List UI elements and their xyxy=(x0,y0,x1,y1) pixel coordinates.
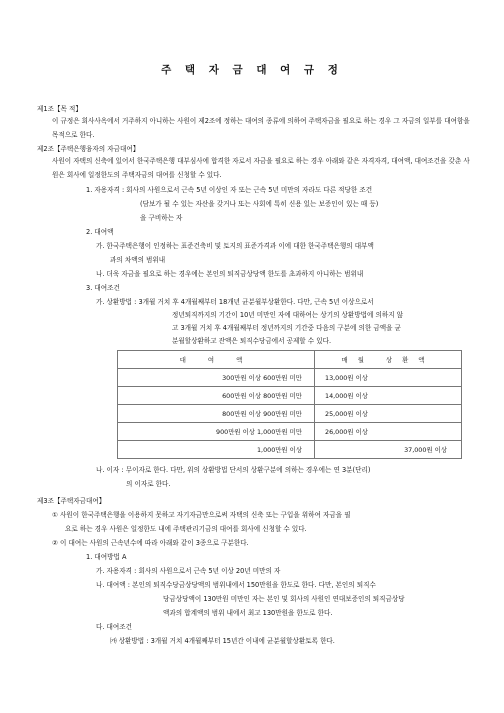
article-3-method-a-na-line-3: 액과의 합계액의 범위 내에서 최고 130만원을 한도로 한다. xyxy=(163,609,333,617)
article-2-item-3-na-line-2: 의 이자로 한다. xyxy=(126,480,171,488)
article-3-method-a-da-1: ㈎ 상환방법 : 3개월 거치 4개월째부터 15년간 이내에 균분월할상환토록 한다. xyxy=(110,637,335,645)
article-3-para-1-line-2: 요로 하는 경우 사원은 일정한도 내에 주택관리기금의 대여를 회사에 신청할 수 있다. xyxy=(65,525,307,533)
table-cell-amount: 300만원 이상 600만원 미만 xyxy=(118,369,315,387)
article-3-para-2: ② 이 대여는 사원의 근속년수에 따라 아래와 같이 3종으로 구분한다. xyxy=(52,539,249,547)
table-cell-amount: 900만원 이상 1,000만원 미만 xyxy=(118,423,315,441)
table-header-row xyxy=(118,351,462,369)
article-3-heading: 제3조【주택자금대여】 xyxy=(37,497,106,505)
article-2-item-3-ga-line-3: 고 3개월 거치 후 4개월째부터 정년까지의 기간중 다음의 구분에 의한 금액을 균 xyxy=(172,324,401,332)
article-2-item-3: 3. 대여조건 xyxy=(86,284,120,292)
article-2-intro: 사원이 자택의 신축에 있어서 한국주택은행 대부심사에 합격한 자로서 자금을 필요로 하는 경우 아래와 같은 자격자격, 대여액, 대여조건을 갖춘 사원은 회사에 일정한도의 주택자금의 대여를 신청할 수 있다. xyxy=(52,157,470,179)
article-3-method-a-na-line-1: 나. 대여액 : 본인의 퇴직수당금상당액의 범위내에서 150만원을 한도로 한다. 다만, 본인의 퇴직수 xyxy=(96,581,376,589)
article-3-para-1-line-1: ① 사원이 한국주택은행을 이용하지 못하고 자기자금만으로써 자택의 신축 또는 구입을 위하여 자금을 필 xyxy=(52,511,351,519)
table-row xyxy=(118,405,462,423)
article-3-method-a-da: 다. 대여조건 xyxy=(96,623,133,631)
article-1-heading: 제1조【목 적】 xyxy=(37,105,82,113)
table-cell-amount: 600만원 이상 800만원 미만 xyxy=(118,387,315,405)
table-cell-repayment: 37,000원 이상 xyxy=(315,441,462,459)
article-2-item-2: 2. 대여액 xyxy=(86,228,114,236)
article-2-item-1-line-1: 1. 자용자격 : 회사의 사원으로서 근속 5년 이상인 자 또는 근속 5년 미만의 자라도 다른 적당한 조건 xyxy=(86,186,373,194)
article-2-item-1-line-2: (담보가 될 수 있는 자산을 갖거나 또는 사회에 특히 신용 있는 보증인이 있는 때 등) xyxy=(140,200,379,208)
table-cell-repayment: 26,000원 이상 xyxy=(315,423,462,441)
article-3-method-a-na-line-2: 당금상당액이 130만원 미만인 자는 본인 및 회사의 사원인 연대보증인의 퇴직금상당 xyxy=(163,595,405,603)
article-2-item-2-ga-line-1: 가. 한국주택은행이 인정하는 표준건축비 및 토지의 표준가격과 이에 대한 한국주택은행의 대부액 xyxy=(96,242,374,250)
article-1-body: 이 규정은 회사사옥에서 거주하지 아니하는 사원이 제2조에 정하는 대여의 종류에 의하여 주택자금을 필요로 하는 경우 그 자금의 일부를 대여함을 목적으로 한다. xyxy=(52,117,470,139)
document-title: 주 택 자 금 대 여 규 정 xyxy=(161,64,343,76)
article-2-item-2-na: 나. 더욱 자금을 필요로 하는 경우에는 본인의 퇴직금상당액 한도를 초과하지 아니하는 범위내 xyxy=(96,270,364,278)
article-3-method-a-ga: 가. 자용자격 : 회사의 사원으로서 근속 5년 이상 20년 미만의 자 xyxy=(96,567,281,575)
repayment-table xyxy=(117,350,462,459)
table-header-cell: 매월 상환액 xyxy=(315,351,462,369)
table-cell-repayment: 13,000원 이상 xyxy=(315,369,462,387)
table-header-cell: 대 여 액 xyxy=(118,351,315,369)
table-row xyxy=(118,423,462,441)
article-2-item-2-ga-line-2: 과의 차액의 범위내 xyxy=(110,256,166,264)
article-2-item-3-ga-line-2: 정년퇴직까지의 기간이 10년 미만인 자에 대하여는 상기의 상환방법에 의하지 않 xyxy=(172,311,404,319)
article-2-heading: 제2조【주택은행융자의 자금대여】 xyxy=(37,145,140,153)
article-2-item-3-ga-line-4: 분월할상환하고 잔액은 퇴직수당금에서 공제할 수 있다. xyxy=(172,337,332,345)
article-2-item-1-line-3: 을 구비하는 자 xyxy=(140,214,183,222)
table-row xyxy=(118,369,462,387)
article-2-item-3-na-line-1: 나. 이자 : 무이자로 한다. 다만, 위의 상환방법 단서의 상환구분에 의하는 경우에는 연 3분(단리) xyxy=(96,466,371,474)
article-2-item-3-ga-line-1: 가. 상환방법 : 3개월 거치 후 4개월째부터 18개년 균분월부상환한다. 다만, 근속 5년 이상으로서 xyxy=(96,298,374,306)
table-row xyxy=(118,441,462,459)
article-3-method-a: 1. 대여방법 A xyxy=(86,553,127,561)
table-cell-repayment: 14,000원 이상 xyxy=(315,387,462,405)
table-row xyxy=(118,387,462,405)
table-cell-amount: 1,000만원 이상 xyxy=(118,441,315,459)
table-cell-repayment: 25,000원 이상 xyxy=(315,405,462,423)
table-cell-amount: 800만원 이상 900만원 미만 xyxy=(118,405,315,423)
